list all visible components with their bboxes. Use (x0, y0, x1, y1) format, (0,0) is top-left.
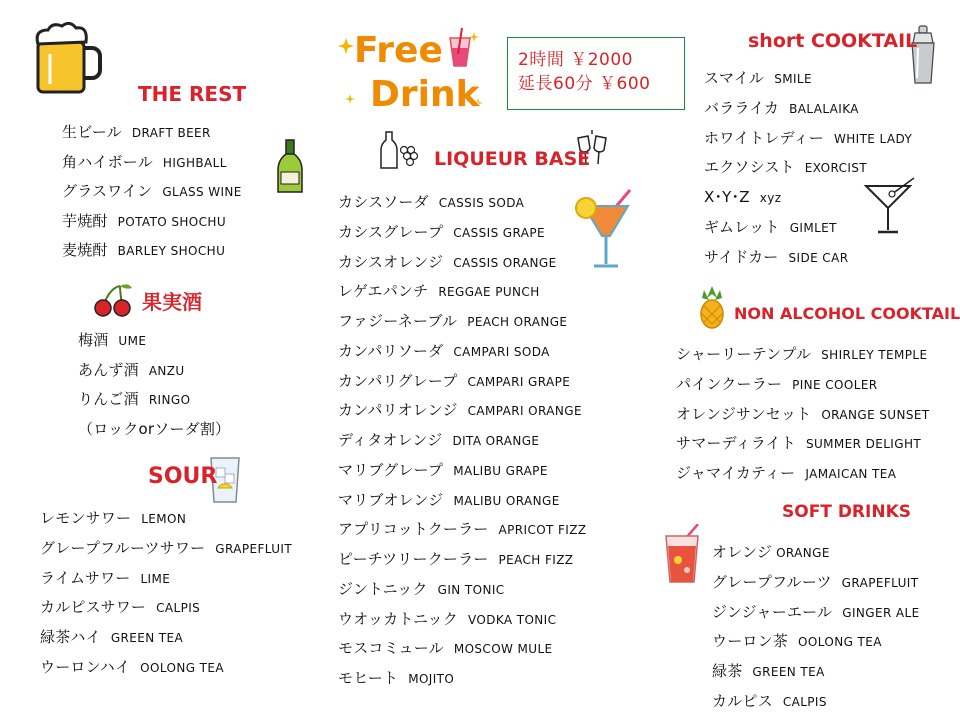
price-extension: 延長60分 ￥600 (518, 74, 651, 94)
list-item: あんず酒 ANZU (78, 360, 185, 379)
non-alcohol-list (676, 340, 930, 489)
list-item: X･Y･Z xyz (704, 188, 782, 207)
list-item: カシスソーダ CASSIS SODA (338, 193, 525, 211)
list-item: バラライカ BALALAIKA (704, 98, 859, 117)
section-title-non-alcohol-cocktail: NON ALCOHOL COOKTAIL (734, 304, 960, 323)
list-item: サイドカー SIDE CAR (704, 247, 849, 266)
sour-list (40, 504, 292, 683)
list-item: モスコミュール MOSCOW MULE (338, 639, 553, 658)
list-item: ライムサワー LIME (40, 568, 171, 587)
list-item: カンパリオレンジ CAMPARI ORANGE (338, 401, 582, 420)
iced-drink-icon (662, 524, 708, 586)
liqueur-list (338, 188, 587, 694)
list-item: マリブオレンジ MALIBU ORANGE (338, 490, 560, 509)
list-item: シャーリーテンプル SHIRLEY TEMPLE (676, 345, 928, 363)
list-item: ホワイトレディー WHITE LADY (704, 128, 913, 147)
list-item: パインクーラー PINE COOLER (676, 374, 878, 393)
section-title-the-rest: THE REST (138, 82, 247, 106)
bottle-and-grapes-icon (380, 130, 418, 170)
list-item: ジントニック GIN TONIC (338, 579, 505, 598)
list-item: カンパリソーダ CAMPARI SODA (338, 341, 550, 360)
list-item: オレンジサンセット ORANGE SUNSET (676, 404, 930, 423)
list-item: エクソシスト EXORCIST (704, 158, 868, 177)
list-item: ピーチツリークーラー PEACH FIZZ (338, 550, 574, 568)
list-item: ウーロン茶 OOLONG TEA (712, 632, 882, 651)
list-item: カンパリグレープ CAMPARI GRAPE (338, 371, 571, 390)
price-box (507, 37, 685, 110)
list-item: 角ハイボール HIGHBALL (62, 152, 227, 171)
list-item: グレープフルーツ GRAPEFLUIT (712, 572, 919, 591)
list-item: 麦焼酎 BARLEY SHOCHU (62, 241, 226, 260)
list-item: ジンジャーエール GINGER ALE (712, 602, 920, 621)
soft-drinks-list (712, 538, 920, 717)
list-item: 緑茶ハイ GREEN TEA (40, 628, 184, 647)
cherries-icon (92, 282, 134, 318)
list-item: ファジーネーブル PEACH ORANGE (338, 312, 568, 330)
list-item: ディタオレンジ DITA ORANGE (338, 431, 540, 449)
list-item: ジャマイカティー JAMAICAN TEA (676, 464, 897, 483)
section-title-liqueur-base: LIQUEUR BASE (434, 148, 591, 170)
list-item: 生ビール DRAFT BEER (62, 123, 211, 141)
list-item: スマイル SMILE (704, 69, 812, 87)
fruit-wine-list (78, 326, 230, 443)
list-item: カルピスサワー CALPIS (40, 598, 201, 617)
list-item: アプリコットクーラー APRICOT FIZZ (338, 520, 587, 539)
the-rest-list (62, 118, 242, 266)
free-drink-logo (336, 24, 486, 120)
list-item: 梅酒 UME (78, 331, 147, 349)
list-item: レゲエパンチ REGGAE PUNCH (338, 282, 540, 301)
section-title-short-cocktail: short COOKTAIL (748, 30, 918, 52)
list-item: オレンジ ORANGE (712, 543, 830, 561)
fruit-wine-note: （ロックorソーダ割） (78, 419, 231, 438)
list-item: サマーディライト SUMMER DELIGHT (676, 434, 922, 453)
list-item: 芋焼酎 POTATO SHOCHU (62, 211, 227, 230)
price-time: 2時間 ￥2000 (518, 50, 633, 70)
beer-mug-icon (32, 22, 102, 96)
list-item: レモンサワー LEMON (40, 509, 187, 527)
list-item: 緑茶 GREEN TEA (712, 662, 825, 681)
wine-bottle-icon (276, 138, 304, 196)
list-item: ウーロンハイ OOLONG TEA (40, 657, 224, 676)
list-item: モヒート MOJITO (338, 669, 455, 687)
logo-line1: Free (354, 30, 443, 71)
list-item: グレープフルーツサワー GRAPEFLUIT (40, 538, 293, 557)
pineapple-icon (696, 284, 728, 330)
list-item: マリブグレープ MALIBU GRAPE (338, 460, 548, 479)
list-item: グラスワイン GLASS WINE (62, 182, 242, 201)
list-item: ウオッカトニック VODKA TONIC (338, 609, 557, 628)
list-item: ギムレット GIMLET (704, 217, 837, 236)
list-item: りんご酒 RINGO (78, 390, 191, 409)
list-item: カシスオレンジ CASSIS ORANGE (338, 252, 557, 271)
list-item: カルピス CALPIS (712, 691, 827, 710)
short-cocktail-list (704, 64, 912, 273)
section-title-sour: SOUR (148, 464, 218, 489)
section-title-fruit-wine: 果実酒 (142, 290, 202, 314)
logo-line2: Drink (370, 74, 480, 115)
section-title-soft-drinks: SOFT DRINKS (782, 502, 911, 522)
free-drink-glass-icon (450, 28, 470, 66)
list-item: カシスグレープ CASSIS GRAPE (338, 222, 545, 241)
